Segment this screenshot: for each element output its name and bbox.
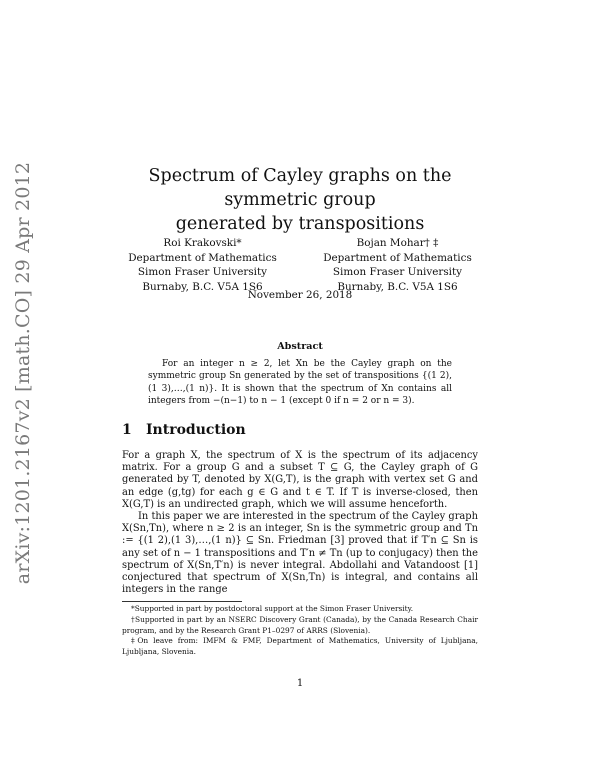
footnote-rule: [122, 601, 242, 602]
abstract-text: For an integer n ≥ 2, let Xn be the Cayley graph on the symmetric group Sn generated by the set of transpositions {(1 2),(1 3),…,(1 n)}. It is shown that the spectrum of Xn contains all integers from −(n−1) to n − 1 (except 0 if n = 2 or n = 3).: [148, 359, 452, 406]
footnotes: [122, 604, 478, 658]
abstract-heading: Abstract: [277, 341, 323, 352]
author-address: Burnaby, B.C. V5A 1S6: [337, 280, 458, 293]
section-heading: [122, 422, 246, 438]
footnote-2: †Supported in part by an NSERC Discovery Grant (Canada), by the Canada Research Chair program, and by the Research Grant P1–0297 of ARRS (Slovenia).: [122, 614, 478, 635]
author-university: Simon Fraser University: [332, 266, 463, 278]
author-1: [120, 236, 285, 294]
author-2: [315, 236, 480, 294]
footnote-3: ‡On leave from: IMFM & FMF, Department of Mathematics, University of Ljubljana, Ljubljana, Slovenia.: [122, 636, 478, 657]
arxiv-identifier-text: arXiv:1201.2167v2 [math.CO] 29 Apr 2012: [12, 161, 34, 585]
author-department: Department of Mathematics: [323, 251, 472, 264]
footnote-1: *Supported in part by postdoctoral support at the Simon Fraser University.: [131, 604, 414, 613]
author-block: [120, 236, 480, 294]
paper-date: November 26, 2018: [247, 289, 353, 301]
title-line-1: Spectrum of Cayley graphs on the symmetric group: [148, 166, 452, 210]
body-text: [122, 450, 478, 596]
author-name: Bojan Mohar† ‡: [356, 237, 439, 249]
page-number: 1: [296, 678, 304, 689]
author-name: Roi Krakovski*: [163, 237, 242, 249]
author-university: Simon Fraser University: [137, 266, 268, 278]
arxiv-identifier: [8, 161, 38, 585]
title-line-2: generated by transpositions: [175, 214, 425, 234]
paper-title: [100, 164, 500, 236]
paragraph-2: In this paper we are interested in the spectrum of the Cayley graph X(Sn,Tn), where n ≥ 2 is an integer, Sn is the symmetric group and Tn := {(1 2),(1 3),…,(1 n)} ⊆ Sn. Friedman [3] proved that if T′n ⊆ Sn is any set of n − 1 transpositions and T′n ≠ Tn (up to conjugacy) then the spectrum of X(Sn,T′n) is never integral. Abdollahi and Vatandoost [1] conjectured that spectrum of X(Sn,Tn) is integral, and contains all integers in the range: [122, 511, 478, 596]
author-department: Department of Mathematics: [128, 251, 277, 264]
section-title: Introduction: [146, 422, 246, 438]
paragraph-1: For a graph X, the spectrum of X is the spectrum of its adjacency matrix. For a group G and a subset T ⊆ G, the Cayley graph of G generated by T, denoted by X(G,T), is the graph with vertex set G and an edge (g,tg) for each g ∈ G and t ∈ T. If T is inverse-closed, then X(G,T) is an undirected graph, which we will assume henceforth.: [122, 450, 478, 510]
section-number: 1: [122, 422, 132, 438]
author-address: Burnaby, B.C. V5A 1S6: [142, 280, 263, 293]
